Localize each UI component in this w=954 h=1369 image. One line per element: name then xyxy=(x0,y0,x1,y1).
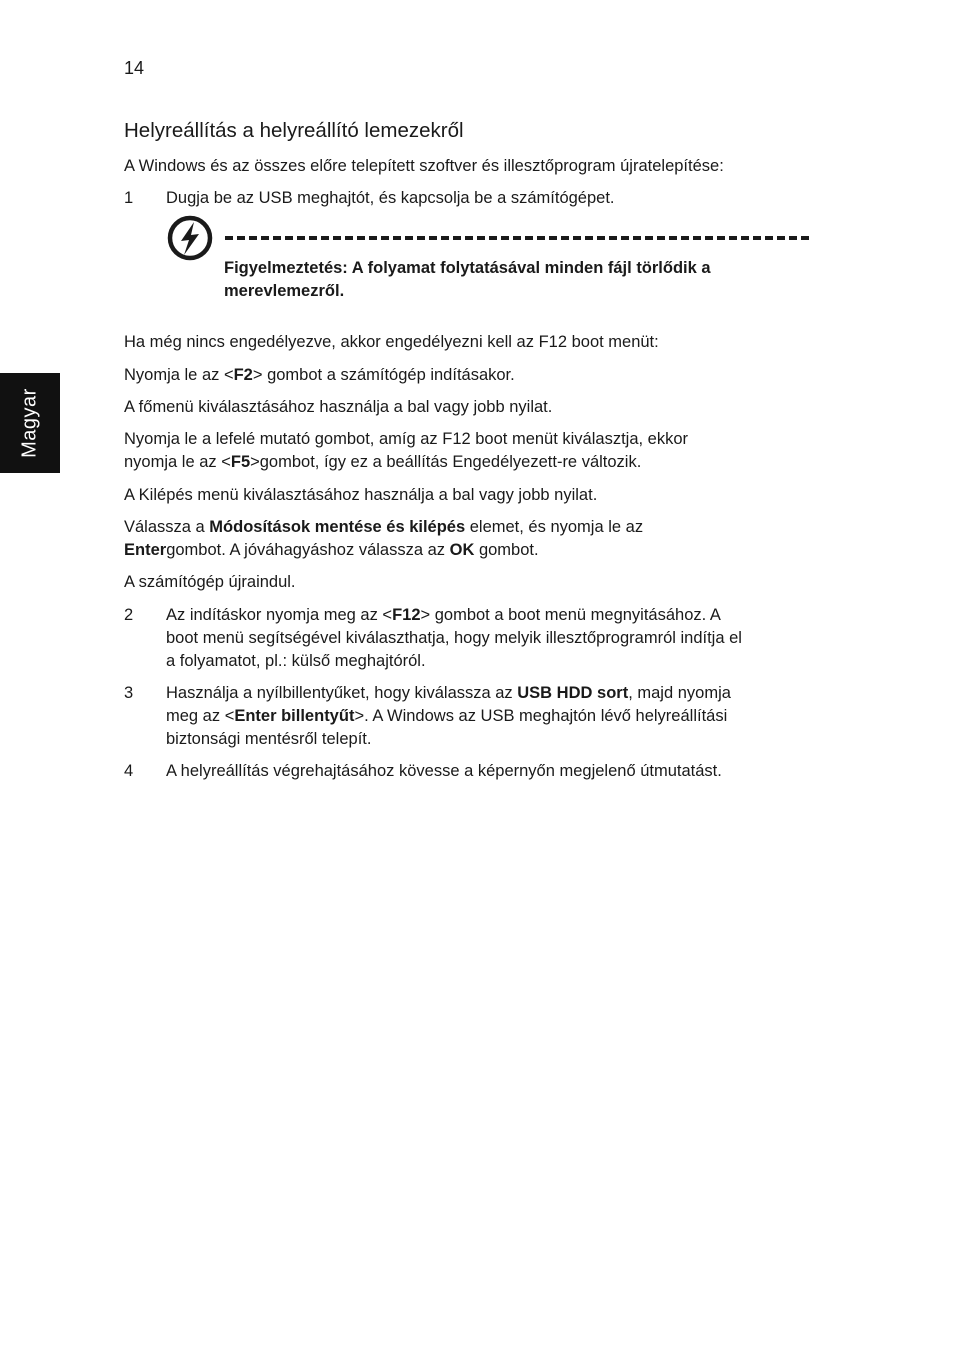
text-run: elemet, és nyomja le az xyxy=(465,518,644,536)
warning-line: merevlemezről. xyxy=(224,282,345,300)
exit-menu-paragraph: A Kilépés menü kiválasztásához használja a bal vagy jobb nyilat. xyxy=(124,486,598,504)
text-run: Használja a nyílbillentyűket, hogy kiválassza az xyxy=(166,684,518,702)
text-run: meg az < xyxy=(166,707,235,725)
text-run: , majd nyomja xyxy=(628,684,731,702)
text-run: > gombot a boot menü megnyitásához. A xyxy=(420,606,721,624)
step-3 xyxy=(124,682,814,751)
step-1 xyxy=(124,187,814,210)
text-run: >. A Windows az USB meghajtón lévő helyreállítási xyxy=(354,707,728,725)
usb-hdd-bold: USB HDD sort xyxy=(517,684,629,702)
menu-option-bold: Módosítások mentése és kilépés xyxy=(209,518,466,536)
text-run: > gombot a számítógép indításakor. xyxy=(252,366,515,384)
f2-paragraph xyxy=(124,364,814,387)
text-line: biztonsági mentésről telepít. xyxy=(166,730,372,748)
text-line: boot menü segítségével kiválaszthatja, hogy melyik illesztőprogramról indítja el xyxy=(166,629,742,647)
text-line xyxy=(124,516,814,539)
step-4 xyxy=(124,760,814,783)
language-side-tab xyxy=(0,373,60,473)
key-f2: F2 xyxy=(233,366,253,384)
text-line xyxy=(166,705,814,728)
warning-text xyxy=(224,257,804,303)
page-number: 14 xyxy=(124,58,145,78)
text-line xyxy=(124,539,814,562)
text-line: a folyamatot, pl.: külső meghajtóról. xyxy=(166,652,426,670)
text-run: gombot. xyxy=(474,541,539,559)
ok-bold: OK xyxy=(449,541,475,559)
text-run: Nyomja le az < xyxy=(124,366,234,384)
step-text: A helyreállítás végrehajtásához kövesse a képernyőn megjelenő útmutatást. xyxy=(166,762,722,780)
section-title: Helyreállítás a helyreállító lemezekről xyxy=(124,119,464,142)
step-text xyxy=(166,682,814,751)
step-text: Dugja be az USB meghajtót, és kapcsolja be a számítógépet. xyxy=(166,189,615,207)
step-2 xyxy=(124,604,814,673)
step-number: 3 xyxy=(124,684,134,702)
intro-paragraph: A Windows és az összes előre telepített szoftver és illesztőprogram újratelepítése: xyxy=(124,157,724,175)
key-f5: F5 xyxy=(230,453,251,471)
step-number: 4 xyxy=(124,762,134,780)
warning-dashed-rule xyxy=(225,236,809,240)
text-line xyxy=(166,682,814,705)
main-menu-paragraph: A főmenü kiválasztásához használja a bal vagy jobb nyilat. xyxy=(124,398,553,416)
text-line: Nyomja le a lefelé mutató gombot, amíg az F12 boot menüt kiválasztja, ekkor xyxy=(124,430,689,448)
text-run: Válassza a xyxy=(124,518,210,536)
key-enter: Enter xyxy=(124,541,167,559)
lightning-warning-icon xyxy=(167,215,213,261)
key-f12: F12 xyxy=(392,606,421,624)
text-line xyxy=(124,451,814,474)
text-run: >gombot, így ez a beállítás Engedélyezett-re változik. xyxy=(250,453,642,471)
step-text xyxy=(166,604,814,673)
warning-line: Figyelmeztetés: A folyamat folytatásával minden fájl törlődik a xyxy=(224,259,711,277)
step-number: 1 xyxy=(124,189,134,207)
text-run: gombot. A jóváhagyáshoz válassza az xyxy=(166,541,450,559)
restart-paragraph: A számítógép újraindul. xyxy=(124,573,296,591)
f12-intro-paragraph: Ha még nincs engedélyezve, akkor engedélyezni kell az F12 boot menüt: xyxy=(124,333,659,351)
text-line xyxy=(166,604,814,627)
text-run: Az indításkor nyomja meg az < xyxy=(166,606,393,624)
save-exit-paragraph xyxy=(124,516,814,562)
text-run: nyomja le az < xyxy=(124,453,231,471)
language-tab-label: Magyar xyxy=(18,388,41,458)
step-number: 2 xyxy=(124,606,134,624)
key-enter: Enter billentyűt xyxy=(234,707,355,725)
f5-paragraph xyxy=(124,428,814,474)
